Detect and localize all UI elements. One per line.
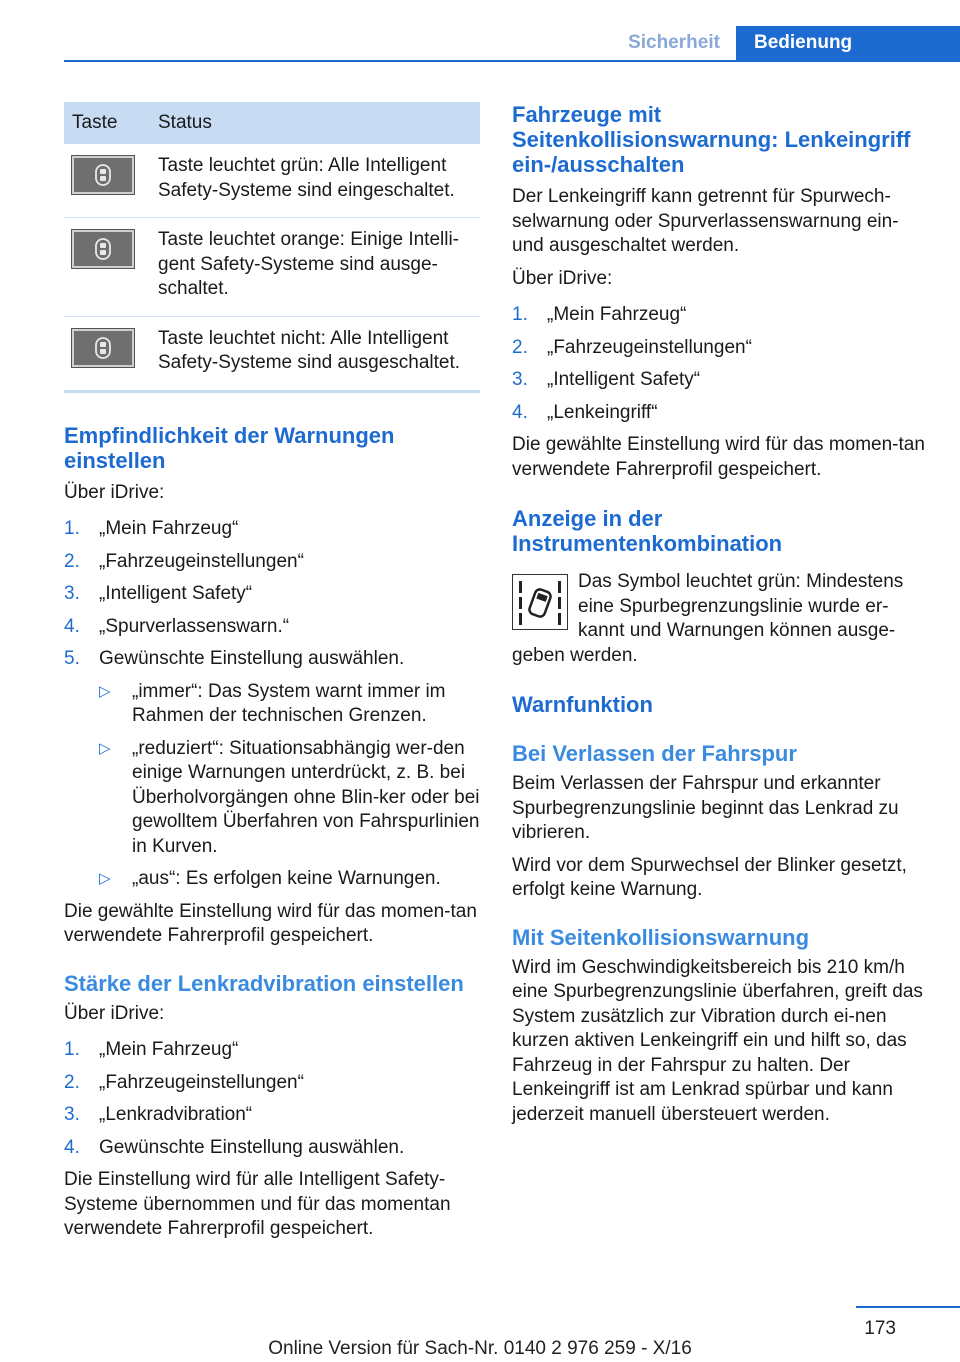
- display-text: Das Symbol leuchtet grün: Mindestens eine Spurbegrenzungslinie wurde er-kannt und Warnungen können ausge-geben werden.: [512, 571, 904, 666]
- triangle-bullet-icon: ▷: [99, 739, 111, 757]
- steps-list: [64, 517, 480, 892]
- list-item: 1. „Mein Fahrzeug“: [512, 304, 687, 325]
- heading-verlassen: Bei Verlassen der Fahrspur: [512, 741, 797, 766]
- button-green-icon: [72, 156, 134, 194]
- table-row: [64, 316, 480, 391]
- table-header-taste: Taste: [64, 102, 150, 144]
- steps-list: [512, 303, 932, 425]
- heading-lenkradvibration: Stärke der Lenkradvibration einstellen: [64, 970, 464, 996]
- left-column: [64, 102, 480, 1242]
- button-orange-icon: [72, 230, 134, 268]
- heading-seitenkollision: Fahrzeuge mit Seitenkollisionswarnung: Lenkeingriff ein-/ausschalten: [512, 102, 911, 177]
- table-cell-status: Taste leuchtet nicht: Alle Intelligent Safety-Systeme sind ausgeschaltet.: [150, 316, 480, 391]
- table-header-status: Status: [150, 102, 480, 144]
- options-list: [99, 680, 480, 892]
- table-row: [64, 218, 480, 317]
- heading-mit-seitenkollision: Mit Seitenkollisionswarnung: [512, 924, 810, 950]
- steps-list: [64, 1038, 480, 1160]
- intro-idrive: Über iDrive:: [64, 1002, 165, 1024]
- intro-idrive: Über iDrive:: [512, 267, 613, 289]
- list-item: 3. „Lenkradvibration“: [64, 1104, 253, 1125]
- list-item: 2. „Fahrzeugeinstellungen“: [64, 1071, 304, 1093]
- heading-warnfunktion: Warnfunktion: [512, 692, 653, 717]
- note-all-systems: Die Einstellung wird für alle Intelligent Safety-Systeme übernommen und für das momentan verwendete Fahrerprofil gespeichert.: [64, 1169, 451, 1239]
- button-off-icon: [72, 329, 134, 367]
- para-verlassen: Beim Verlassen der Fahrspur und erkannter Spurbegrenzungslinie beginnt das Lenkrad zu vibrieren.: [512, 773, 899, 843]
- tab-bedienung[interactable]: Bedienung: [736, 26, 960, 60]
- table-header-row: [64, 102, 480, 144]
- list-item: 4. „Lenkeingriff“: [512, 401, 658, 423]
- table-row: [64, 144, 480, 218]
- lane-assist-symbol-icon: [512, 574, 568, 630]
- heading-anzeige: Anzeige in der Instrumentenkombination: [512, 506, 783, 556]
- intro-idrive: Über iDrive:: [64, 481, 165, 503]
- list-item: 2. „Fahrzeugeinstellungen“: [512, 336, 752, 358]
- para-lenkeingriff: Der Lenkeingriff kann getrennt für Spurwech-selwarnung oder Spurverlassenswarnung ein- und ausgeschaltet werden.: [512, 186, 899, 256]
- list-item: 2. „Fahrzeugeinstellungen“: [64, 550, 304, 572]
- list-item: 4. „Spurverlassenswarn.“: [64, 615, 290, 637]
- para-blinker: Wird vor dem Spurwechsel der Blinker gesetzt, erfolgt keine Warnung.: [512, 854, 907, 900]
- list-item: 3. „Intelligent Safety“: [512, 369, 701, 390]
- footer-text: Online Version für Sach-Nr. 0140 2 976 259 - X/16: [268, 1338, 692, 1359]
- para-seitenkollision: Wird im Geschwindigkeitsbereich bis 210 km/h eine Spurbegrenzungslinie überfahren, greift das System zusätzlich zur Vibration durch ei-nen kurzen aktiven Lenkeingriff ein und hilft so, das Fahrzeug in der Fahrspur zu halten. Der Lenkeingriff ist am Lenkrad spürbar und kann jederzeit manuell übersteuert werden.: [512, 956, 923, 1125]
- note-profile: Die gewählte Einstellung wird für das momen-tan verwendete Fahrerprofil gespeichert.: [512, 434, 925, 480]
- page-number-rule: [856, 1306, 960, 1308]
- list-item: 3. „Intelligent Safety“: [64, 583, 253, 604]
- option-item: ▷ „reduziert“: Situationsabhängig wer-den einige Warnungen unterdrückt, z. B. bei Überholvorgängen ohne Blin-ker oder bei gewolltem Überfahren von Fahrspurlinien in Kurven.: [99, 737, 480, 857]
- page-number: 173: [864, 1318, 896, 1339]
- option-item: ▷ „aus“: Es erfolgen keine Warnungen.: [99, 867, 480, 892]
- list-item: 4. Gewünschte Einstellung auswählen.: [64, 1136, 405, 1158]
- triangle-bullet-icon: ▷: [99, 682, 111, 700]
- note-profile: Die gewählte Einstellung wird für das momen-tan verwendete Fahrerprofil gespeichert.: [64, 900, 477, 946]
- header-rule: [64, 60, 960, 62]
- triangle-bullet-icon: ▷: [99, 870, 111, 887]
- right-column: [512, 102, 932, 1127]
- table-cell-status: Taste leuchtet orange: Einige Intelli-gent Safety-Systeme sind ausge-schaltet.: [150, 218, 480, 317]
- option-item: ▷ „immer“: Das System warnt immer im Rahmen der technischen Grenzen.: [99, 680, 446, 726]
- list-item: 1. „Mein Fahrzeug“: [64, 1039, 239, 1060]
- tab-sicherheit[interactable]: Sicherheit: [628, 32, 720, 53]
- status-table: [64, 102, 480, 393]
- list-item: 1. „Mein Fahrzeug“: [64, 518, 239, 539]
- heading-empfindlichkeit: Empfindlichkeit der Warnungen einstellen: [64, 422, 395, 473]
- display-block: [512, 570, 932, 668]
- list-item: 5. Gewünschte Einstellung auswählen. ▷ „immer“: Das System warnt immer im Rahmen der technischen Grenzen. ▷ „reduziert“: Situationsabhängig wer-den einige Warnungen unterdrückt, z. B. bei Überholvorgängen ohne Blin-ker oder bei gewolltem Überfahren von Fahrspurlinien in Kurven. ▷ „aus“: Es erfolgen keine Warnungen.: [64, 647, 480, 892]
- table-cell-status: Taste leuchtet grün: Alle Intelligent Safety-Systeme sind eingeschaltet.: [150, 144, 480, 218]
